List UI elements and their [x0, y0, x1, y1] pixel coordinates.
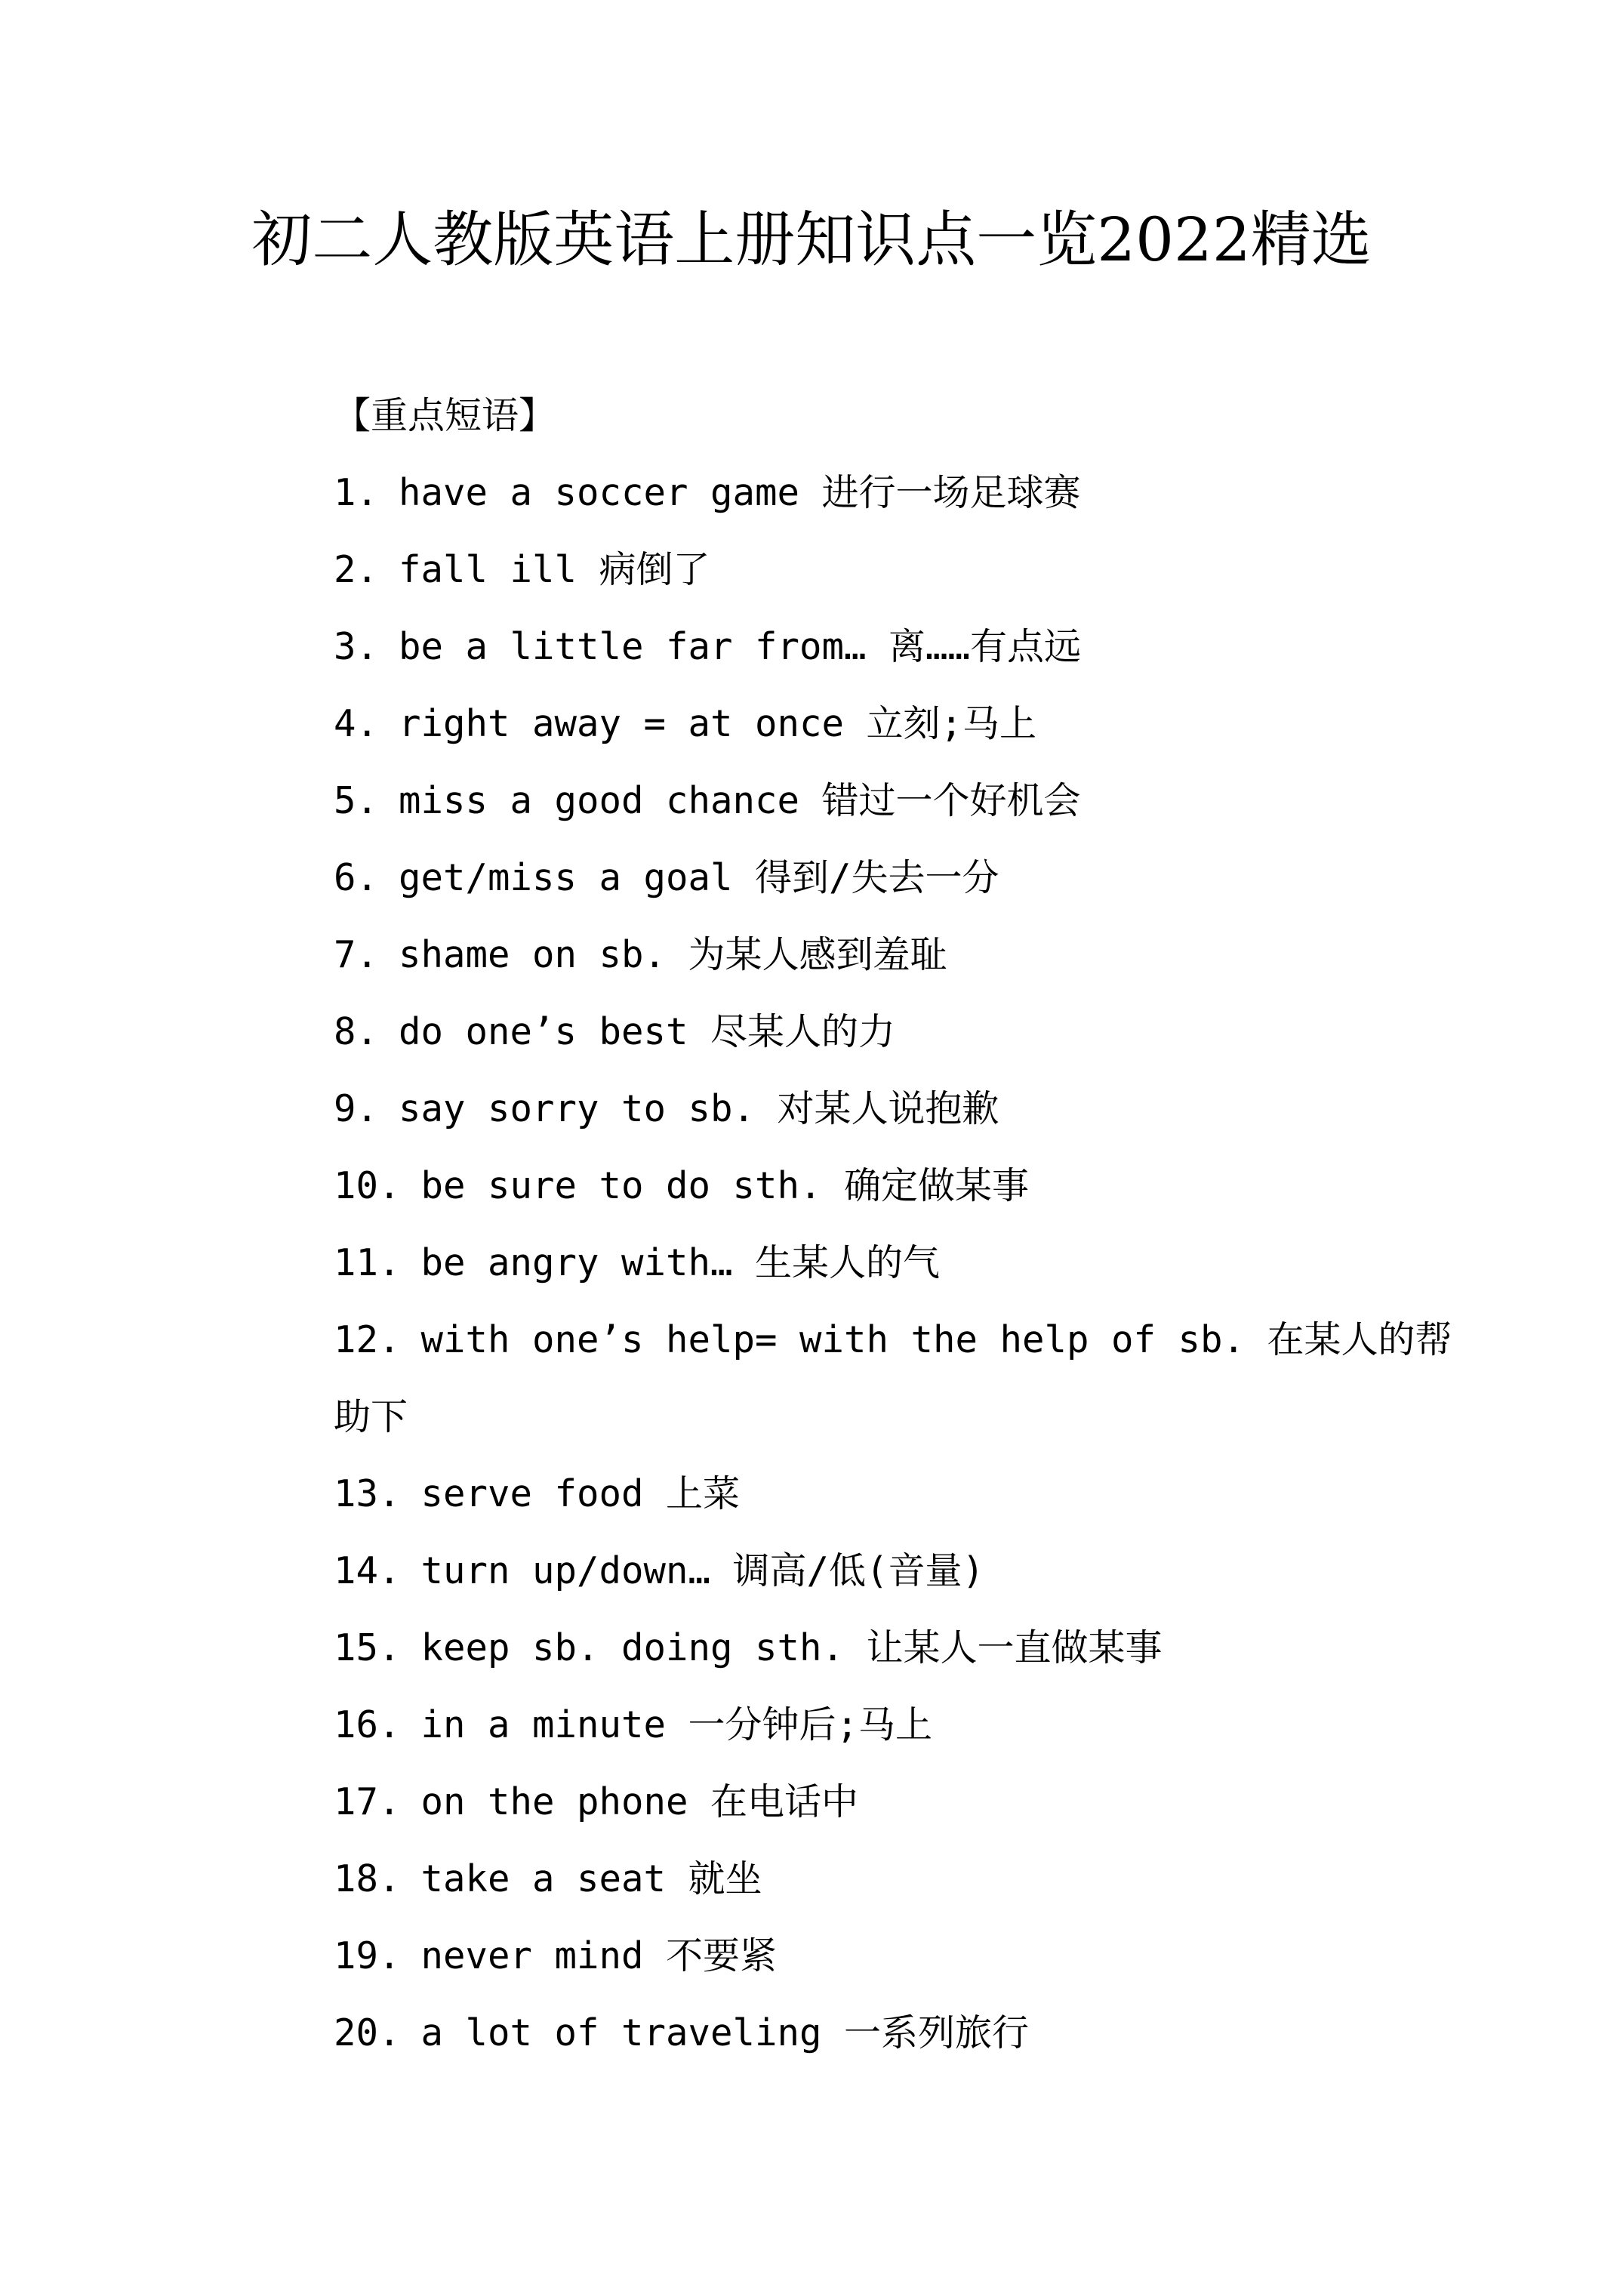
item-number: 14.	[334, 1549, 401, 1592]
list-item	[249, 686, 1381, 763]
item-text: turn up/down… 调高/低(音量)	[420, 1549, 984, 1592]
list-item	[249, 1148, 1381, 1225]
item-text: miss a good chance 错过一个好机会	[398, 779, 1081, 822]
item-text: in a minute 一分钟后;马上	[420, 1703, 932, 1746]
list-item	[249, 1841, 1381, 1918]
item-text: be sure to do sth. 确定做某事	[420, 1164, 1029, 1207]
item-number: 1.	[334, 471, 379, 514]
item-number: 10.	[334, 1164, 401, 1207]
item-text: do one’s best 尽某人的力	[398, 1010, 895, 1053]
list-item	[249, 1764, 1381, 1841]
list-item	[249, 994, 1381, 1071]
list-item	[249, 840, 1381, 917]
list-item	[249, 1302, 1466, 1456]
item-number: 4.	[334, 702, 379, 745]
item-number: 5.	[334, 779, 379, 822]
list-item	[249, 532, 1381, 609]
item-number: 2.	[334, 548, 379, 591]
item-number: 15.	[334, 1626, 401, 1669]
item-text: a lot of traveling 一系列旅行	[420, 2011, 1029, 2054]
list-item	[249, 763, 1381, 840]
list-item	[249, 1456, 1381, 1533]
item-number: 12.	[334, 1318, 401, 1361]
item-text: on the phone 在电话中	[420, 1780, 858, 1823]
item-number: 8.	[334, 1010, 379, 1053]
item-text: be angry with… 生某人的气	[420, 1241, 940, 1284]
item-text: shame on sb. 为某人感到羞耻	[398, 933, 947, 976]
list-item	[249, 917, 1381, 994]
item-text: with one’s help= with the help of sb. 在某人的帮助下	[334, 1318, 1452, 1438]
list-item	[249, 609, 1381, 686]
item-number: 20.	[334, 2011, 401, 2054]
document-title: 初二人教版英语上册知识点一览2022精选	[251, 205, 1372, 275]
list-item	[249, 1225, 1381, 1302]
list-item	[249, 1918, 1381, 1995]
item-number: 11.	[334, 1241, 401, 1284]
item-text: fall ill 病倒了	[398, 548, 710, 591]
document-body	[249, 378, 1452, 2072]
item-text: never mind 不要紧	[420, 1934, 777, 1977]
item-number: 7.	[334, 933, 379, 976]
item-text: get/miss a goal 得到/失去一分	[398, 856, 999, 899]
item-number: 9.	[334, 1087, 379, 1130]
phrase-list	[249, 455, 1452, 2072]
item-number: 17.	[334, 1780, 401, 1823]
item-text: serve food 上菜	[420, 1472, 740, 1515]
list-item	[249, 1610, 1381, 1687]
item-number: 18.	[334, 1857, 401, 1900]
item-number: 16.	[334, 1703, 401, 1746]
list-item	[249, 455, 1381, 532]
section-heading: 【重点短语】	[334, 394, 556, 437]
item-text: say sorry to sb. 对某人说抱歉	[398, 1087, 999, 1130]
item-text: take a seat 就坐	[420, 1857, 762, 1900]
item-number: 13.	[334, 1472, 401, 1515]
list-item	[249, 1995, 1381, 2072]
item-text: be a little far from… 离……有点远	[398, 625, 1081, 668]
item-number: 6.	[334, 856, 379, 899]
item-text: keep sb. doing sth. 让某人一直做某事	[420, 1626, 1163, 1669]
item-number: 19.	[334, 1934, 401, 1977]
list-item	[249, 1687, 1381, 1764]
item-text: have a soccer game 进行一场足球赛	[398, 471, 1081, 514]
list-item	[249, 1533, 1381, 1610]
item-text: right away = at once 立刻;马上	[398, 702, 1036, 745]
list-item	[249, 1071, 1381, 1148]
item-number: 3.	[334, 625, 379, 668]
